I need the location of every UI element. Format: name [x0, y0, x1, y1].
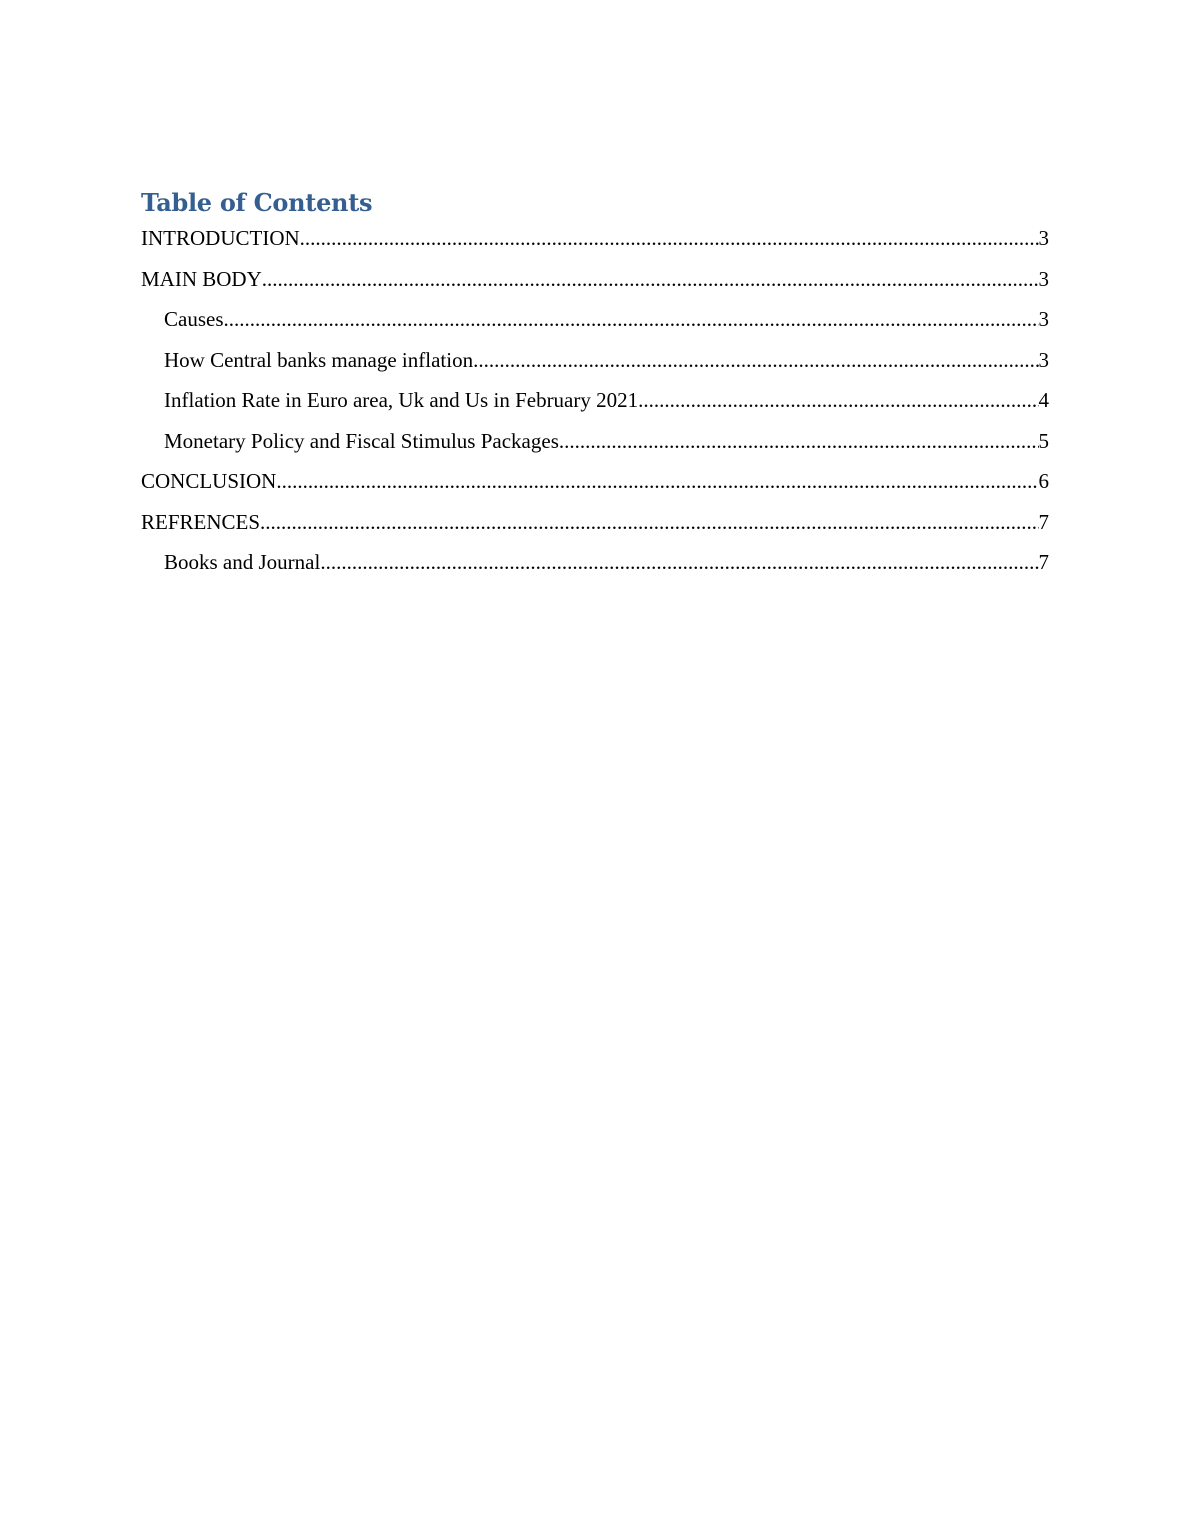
toc-entry-inflation-rate[interactable]	[141, 382, 1049, 423]
table-of-contents	[141, 186, 1049, 585]
toc-entry-conclusion[interactable]	[141, 463, 1049, 504]
toc-entry-label: REFRENCES	[141, 509, 261, 534]
toc-list	[141, 220, 1049, 585]
toc-entry-books-and-journal[interactable]	[141, 544, 1049, 585]
toc-page-number: 4	[1038, 388, 1049, 412]
toc-dot-leader	[260, 504, 1038, 540]
toc-dot-leader	[300, 220, 1039, 256]
toc-entry-label: INTRODUCTION	[141, 226, 300, 250]
toc-entry-main-body[interactable]	[141, 261, 1049, 302]
toc-entry-introduction[interactable]	[141, 220, 1049, 261]
toc-dot-leader	[559, 423, 1039, 459]
toc-page-number: 3	[1038, 347, 1049, 372]
toc-dot-leader	[224, 301, 1039, 337]
toc-dot-leader	[262, 261, 1039, 297]
toc-page-number: 3	[1038, 226, 1049, 250]
toc-entry-label: Monetary Policy and Fiscal Stimulus Packages	[164, 428, 559, 453]
toc-page-number: 3	[1038, 307, 1049, 331]
toc-entry-label: How Central banks manage inflation	[164, 347, 474, 372]
toc-title: Table of Contents	[141, 188, 373, 217]
toc-dot-leader	[473, 342, 1038, 378]
toc-dot-leader	[320, 544, 1038, 580]
toc-entry-monetary-policy[interactable]	[141, 423, 1049, 464]
toc-page-number: 6	[1038, 469, 1049, 493]
toc-page-number: 3	[1038, 266, 1049, 291]
toc-dot-leader	[276, 463, 1038, 499]
toc-entry-label: Causes	[164, 307, 224, 331]
toc-page-number: 5	[1038, 428, 1049, 453]
toc-entry-causes[interactable]	[141, 301, 1049, 342]
toc-dot-leader	[638, 382, 1038, 418]
toc-entry-label: MAIN BODY	[141, 266, 262, 291]
toc-page-number: 7	[1038, 509, 1049, 534]
toc-entry-central-banks[interactable]	[141, 342, 1049, 383]
toc-page-number: 7	[1038, 550, 1049, 574]
toc-entry-label: Inflation Rate in Euro area, Uk and Us in February 2021	[164, 388, 639, 412]
toc-entry-references[interactable]	[141, 504, 1049, 545]
toc-entry-label: Books and Journal	[164, 550, 321, 574]
toc-entry-label: CONCLUSION	[141, 469, 277, 493]
